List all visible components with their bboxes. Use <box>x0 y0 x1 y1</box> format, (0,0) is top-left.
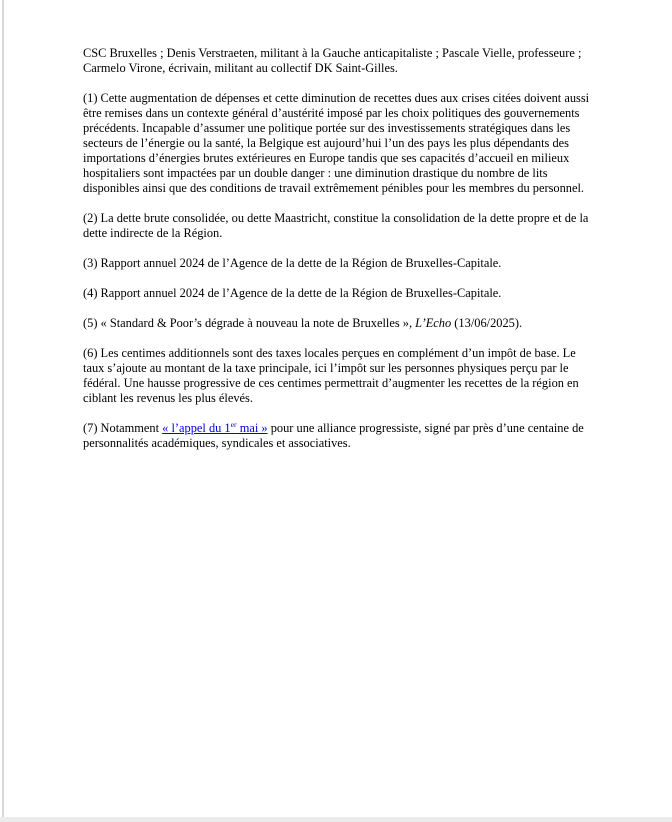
text-run: (1) Cette augmentation de dépenses et cette diminution de recettes dues aux crises citées doivent aussi être remises dans un contexte général d’austérité imposé par les choix politiques des gouvernements précédents. Incapable d’assumer une politique portée sur des investissements stratégiques dans les secteurs de l’énergie ou la santé, la Belgique est aujourd’hui l’un des pays les plus dépendants des importations d’énergies brutes extérieures en Europe tandis que ses capacités d’accueil en milieux hospitaliers sont impactées par un double danger : une diminution drastique du nombre de lits disponibles ainsi que des conditions de travail extrêmement pénibles pour les membres du personnel. <box>83 91 590 195</box>
text-run: pour une alliance progressiste, signé par près d’une centaine de personnalités académiques, syndicales et associatives. <box>83 421 584 450</box>
footnotes-section <box>83 46 595 466</box>
text-run: (3) Rapport annuel 2024 de l’Agence de la dette de la Région de Bruxelles-Capitale. <box>83 256 502 270</box>
text-run: mai » <box>236 421 268 435</box>
page-left-edge <box>2 0 4 822</box>
text-run: (7) Notamment <box>83 421 163 435</box>
footnote-4 <box>83 286 595 301</box>
footnote-5 <box>83 316 595 331</box>
superscript-text: er <box>230 419 237 429</box>
page-bottom-edge <box>0 817 672 822</box>
text-run: (4) Rapport annuel 2024 de l’Agence de la dette de la Région de Bruxelles-Capitale. <box>83 286 502 300</box>
footnote-6 <box>83 346 595 406</box>
text-run: (5) « Standard & Poor’s dégrade à nouveau la note de Bruxelles », <box>83 316 416 330</box>
text-run: (6) Les centimes additionnels sont des taxes locales perçues en complément d’un impôt de base. Le taux s’ajoute au montant de la taxe principale, ici l’impôt sur les personnes physiques perçu par le fédéral. Une hausse progressive de ces centimes permettrait d’augmenter les recettes de la région en ciblant les revenus les plus élevés. <box>83 346 579 405</box>
text-run: CSC Bruxelles ; Denis Verstraeten, militant à la Gauche anticapitaliste ; Pascale Vielle, professeure ; Carmelo Virone, écrivain, militant au collectif DK Saint-Gilles. <box>83 46 582 75</box>
footnote-authors <box>83 46 595 76</box>
italic-text: L’Echo <box>415 316 452 330</box>
appel-du-1er-mai-link[interactable] <box>162 421 267 435</box>
footnote-3 <box>83 256 595 271</box>
footnote-7 <box>83 421 595 451</box>
text-run: (2) La dette brute consolidée, ou dette Maastricht, constitue la consolidation de la dette propre et de la dette indirecte de la Région. <box>83 211 589 240</box>
text-run: (13/06/2025). <box>451 316 523 330</box>
footnote-1 <box>83 91 595 196</box>
footnote-2 <box>83 211 595 241</box>
text-run: « l’appel du 1 <box>162 421 231 435</box>
